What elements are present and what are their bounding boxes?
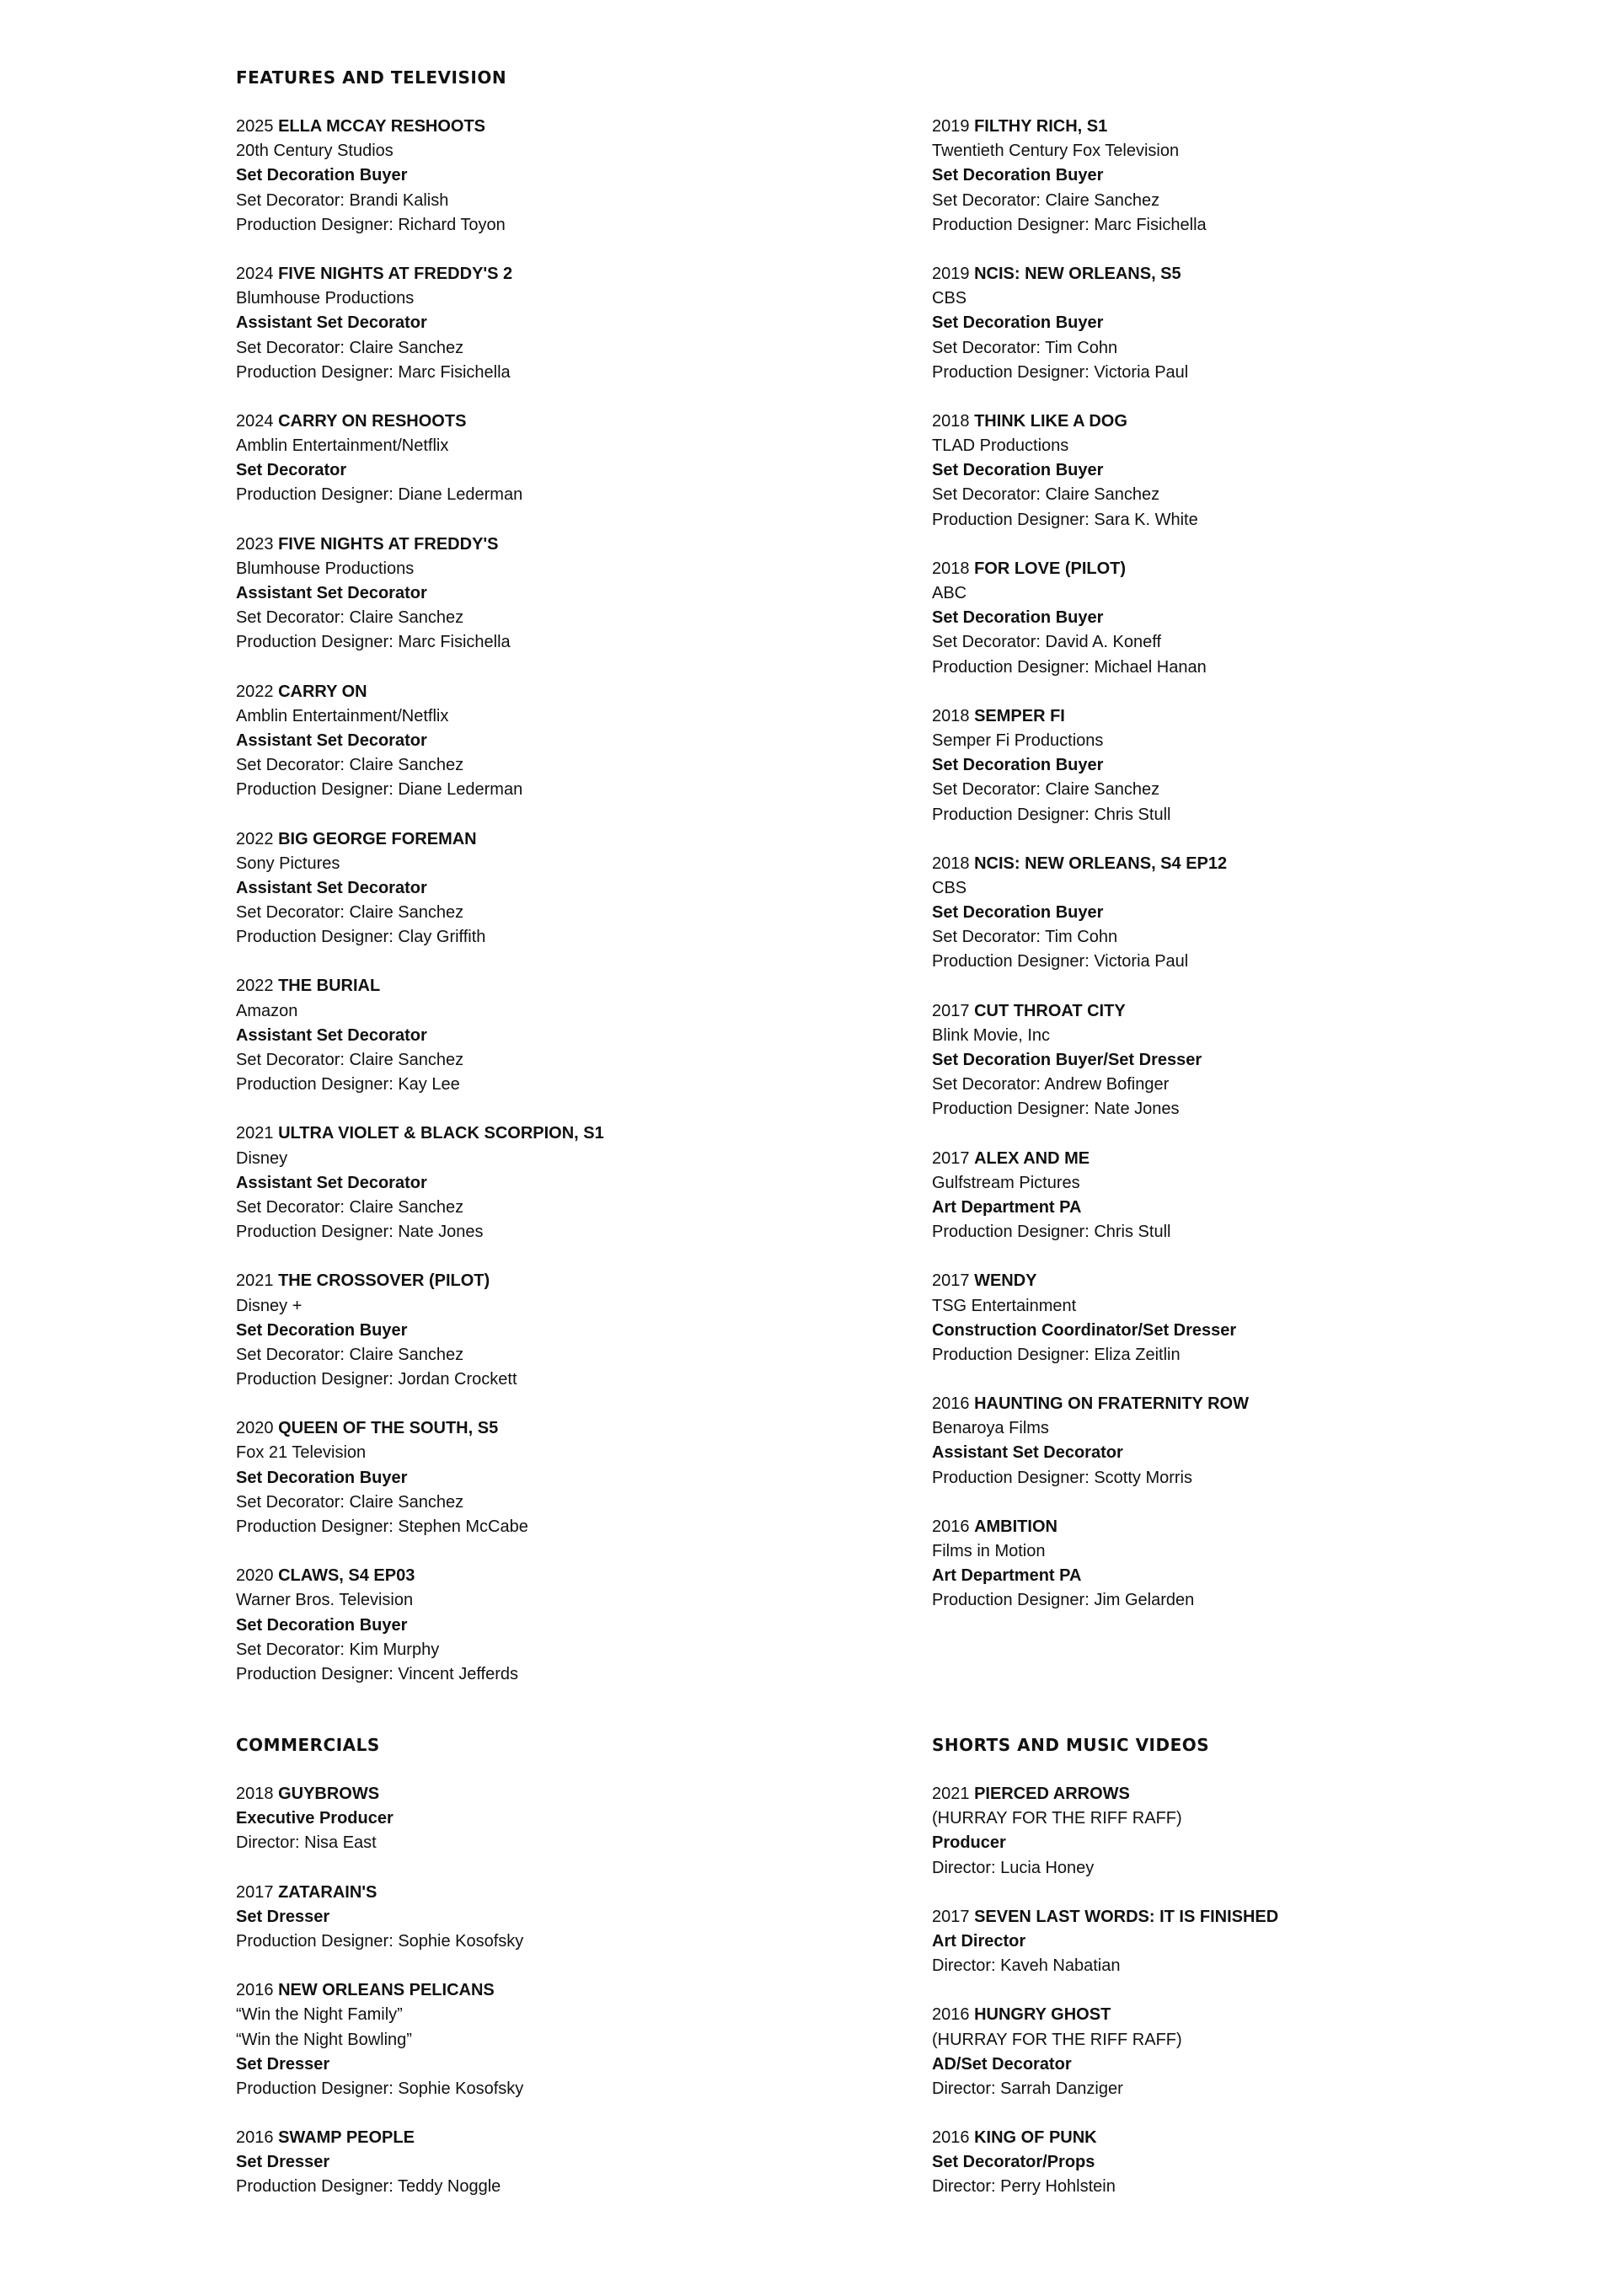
- credit-detail: Production Designer: Victoria Paul: [932, 362, 1189, 382]
- credit-entry: [236, 1121, 876, 1244]
- credit-detail: Production Designer: Vincent Jefferds: [236, 1664, 519, 1683]
- credit-detail: Films in Motion: [932, 1542, 1046, 1560]
- credit-heading: [932, 999, 1572, 1024]
- credit-detail: TLAD Productions: [932, 436, 1069, 456]
- credit-entry: [236, 1269, 876, 1392]
- credit-entry: [236, 1881, 876, 1955]
- section-heading-commercials: COMMERCIALS: [236, 1735, 380, 1755]
- credit-entry: [932, 262, 1572, 385]
- credit-year: 2021: [236, 1271, 274, 1291]
- credit-detail: Production Designer: Victoria Paul: [932, 952, 1189, 971]
- credit-title: FIVE NIGHTS AT FREDDY'S: [278, 534, 499, 554]
- credit-title: THE BURIAL: [278, 977, 381, 996]
- credit-year: 2018: [932, 559, 970, 578]
- credit-role: Set Decoration Buyer: [932, 756, 1104, 775]
- credit-heading: [932, 115, 1572, 139]
- credit-entry: [236, 1782, 876, 1856]
- credit-entry: [236, 409, 876, 508]
- credit-title: ALEX AND ME: [974, 1148, 1090, 1168]
- credit-entry: [932, 999, 1572, 1122]
- credit-heading: [932, 1905, 1572, 1929]
- credit-detail: Gulfstream Pictures: [932, 1173, 1080, 1192]
- credit-year: 2017: [236, 1882, 274, 1902]
- credit-heading: [932, 1392, 1572, 1416]
- credit-heading: [236, 409, 876, 434]
- credit-role: Set Dresser: [236, 2054, 330, 2074]
- credit-year: 2020: [236, 1419, 279, 1438]
- credit-role: Executive Producer: [236, 1809, 394, 1828]
- credit-title: WENDY: [974, 1271, 1037, 1291]
- credit-detail: Twentieth Century Fox Television: [932, 142, 1180, 161]
- credit-title: NCIS: NEW ORLEANS, S4 EP12: [974, 854, 1228, 873]
- credit-detail: Production Designer: Nate Jones: [932, 1100, 1180, 1119]
- credit-role: Assistant Set Decorator: [932, 1443, 1123, 1463]
- credit-title: THE CROSSOVER (PILOT): [278, 1271, 490, 1291]
- entry-list: [932, 1782, 1572, 2200]
- entry-list: [236, 1782, 876, 2200]
- credit-detail: Production Designer: Diane Lederman: [236, 485, 523, 505]
- credit-heading: [932, 1147, 1572, 1171]
- credit-title: GUYBROWS: [278, 1785, 380, 1803]
- credit-role: Set Decoration Buyer: [236, 1615, 408, 1635]
- credit-detail: Production Designer: Sara K. White: [932, 510, 1198, 529]
- credit-entry: [932, 1782, 1572, 1881]
- credit-role: Set Decoration Buyer: [932, 461, 1104, 480]
- credit-year: 2019: [932, 264, 970, 283]
- credit-detail: Production Designer: Sophie Kosofsky: [236, 1931, 524, 1951]
- credit-title: CARRY ON RESHOOTS: [278, 411, 467, 431]
- credit-detail: Set Decorator: Claire Sanchez: [236, 1051, 464, 1069]
- credit-year: 2017: [932, 1001, 970, 1020]
- credit-year: 2016: [932, 1517, 970, 1536]
- credit-heading: [932, 1269, 1572, 1293]
- credit-role: Set Dresser: [236, 2153, 330, 2172]
- credit-year: 2023: [236, 534, 274, 554]
- credit-year: 2018: [236, 1785, 274, 1803]
- credit-role: Set Decoration Buyer: [236, 1320, 408, 1340]
- credit-heading: [236, 1269, 876, 1293]
- credit-year: 2016: [932, 1394, 970, 1414]
- credit-heading: [932, 1782, 1572, 1806]
- credit-detail: Set Decorator: Kim Murphy: [236, 1640, 440, 1659]
- credit-heading: [932, 2003, 1572, 2027]
- section-heading-shorts: SHORTS AND MUSIC VIDEOS: [932, 1735, 1210, 1755]
- credit-entry: [932, 1269, 1572, 1367]
- credit-heading: [236, 680, 876, 704]
- credit-role: Assistant Set Decorator: [236, 731, 427, 750]
- credit-entry: [932, 2003, 1572, 2101]
- credit-title: BIG GEORGE FOREMAN: [278, 829, 477, 848]
- credit-entry: [932, 2126, 1572, 2200]
- credit-detail: Director: Lucia Honey: [932, 1858, 1095, 1877]
- credit-year: 2017: [932, 1907, 970, 1926]
- credit-detail: Fox 21 Television: [236, 1443, 367, 1463]
- credit-entry: [932, 557, 1572, 680]
- credit-detail: Set Decorator: Tim Cohn: [932, 338, 1118, 357]
- credit-entry: [932, 1392, 1572, 1491]
- credit-role: AD/Set Decorator: [932, 2054, 1072, 2074]
- credit-detail: Set Decorator: Claire Sanchez: [236, 1197, 464, 1217]
- credit-year: 2022: [236, 682, 274, 701]
- credit-detail: Set Decorator: Claire Sanchez: [932, 780, 1160, 800]
- credit-heading: [236, 974, 876, 998]
- credit-detail: Production Designer: Scotty Morris: [932, 1468, 1193, 1487]
- credit-heading: [932, 2126, 1572, 2150]
- credit-detail: Director: Kaveh Nabatian: [932, 1956, 1121, 1976]
- credit-detail: Production Designer: Sophie Kosofsky: [236, 2079, 524, 2098]
- credit-year: 2017: [932, 1148, 970, 1168]
- credit-entry: [932, 1147, 1572, 1245]
- credit-detail: Set Decorator: Brandi Kalish: [236, 190, 449, 210]
- credit-role: Assistant Set Decorator: [236, 1173, 427, 1192]
- credit-entry: [932, 704, 1572, 827]
- shorts-column: [932, 1733, 1572, 2224]
- credit-role: Set Decoration Buyer: [932, 166, 1104, 185]
- credit-detail: Set Decorator: Claire Sanchez: [236, 338, 464, 357]
- credit-detail: Blumhouse Productions: [236, 559, 415, 578]
- credit-role: Set Dresser: [236, 1907, 330, 1926]
- credit-detail: Set Decorator: Claire Sanchez: [236, 756, 464, 775]
- credit-detail: TSG Entertainment: [932, 1296, 1077, 1315]
- credit-detail: Set Decorator: Claire Sanchez: [932, 190, 1160, 210]
- credit-year: 2017: [932, 1271, 970, 1291]
- credit-role: Construction Coordinator/Set Dresser: [932, 1320, 1237, 1340]
- credit-detail: ABC: [932, 584, 967, 602]
- credit-heading: [236, 2126, 876, 2150]
- credit-role: Assistant Set Decorator: [236, 878, 427, 897]
- credit-detail: Production Designer: Clay Griffith: [236, 928, 486, 947]
- credit-role: Art Department PA: [932, 1197, 1082, 1217]
- credit-detail: Director: Nisa East: [236, 1833, 377, 1853]
- credit-detail: Sony Pictures: [236, 854, 340, 873]
- credit-heading: [932, 1515, 1572, 1539]
- credit-detail: Production Designer: Richard Toyon: [236, 215, 506, 234]
- credit-year: 2016: [932, 2005, 970, 2025]
- credit-heading: [932, 704, 1572, 729]
- credit-detail: Disney +: [236, 1296, 303, 1315]
- credit-heading: [932, 409, 1572, 434]
- credit-entry: [932, 852, 1572, 975]
- credit-year: 2018: [932, 706, 970, 725]
- features-right-column: [932, 115, 1572, 1638]
- credit-entry: [932, 1905, 1572, 1979]
- credit-heading: [236, 262, 876, 286]
- credit-title: QUEEN OF THE SOUTH, S5: [278, 1419, 499, 1438]
- credit-role: Assistant Set Decorator: [236, 584, 427, 602]
- credit-entry: [932, 409, 1572, 533]
- section-heading-features: FEATURES AND TELEVISION: [236, 67, 507, 88]
- credit-title: FILTHY RICH, S1: [974, 117, 1108, 136]
- credit-title: THINK LIKE A DOG: [974, 411, 1127, 431]
- credit-heading: [932, 557, 1572, 581]
- credit-entry: [932, 1515, 1572, 1614]
- credit-heading: [236, 1782, 876, 1806]
- credit-role: Producer: [932, 1833, 1006, 1853]
- credit-detail: Disney: [236, 1148, 288, 1168]
- credit-title: ZATARAIN'S: [278, 1882, 377, 1902]
- credit-role: Art Department PA: [932, 1566, 1082, 1586]
- credit-detail: Amblin Entertainment/Netflix: [236, 436, 449, 456]
- credit-year: 2024: [236, 411, 274, 431]
- credit-title: ELLA MCCAY RESHOOTS: [278, 117, 486, 136]
- credit-year: 2016: [236, 1981, 274, 2000]
- credit-title: NEW ORLEANS PELICANS: [278, 1981, 495, 2000]
- credit-title: NCIS: NEW ORLEANS, S5: [974, 264, 1181, 283]
- features-left-column: [236, 66, 876, 1711]
- credit-title: AMBITION: [974, 1517, 1057, 1536]
- credit-detail: Production Designer: Michael Hanan: [932, 657, 1207, 677]
- credit-detail: Amazon: [236, 1001, 298, 1020]
- credit-detail: Blink Movie, Inc: [932, 1025, 1051, 1045]
- credit-detail: Production Designer: Marc Fisichella: [932, 215, 1207, 234]
- credit-heading: [932, 852, 1572, 876]
- credit-year: 2022: [236, 977, 274, 996]
- credit-detail: Benaroya Films: [932, 1419, 1049, 1438]
- credit-detail: Warner Bros. Television: [236, 1591, 414, 1610]
- credit-entry: [236, 533, 876, 656]
- credit-role: Set Decorator: [236, 461, 347, 480]
- credit-year: 2020: [236, 1566, 274, 1586]
- credit-detail: Production Designer: Jim Gelarden: [932, 1591, 1195, 1610]
- credit-detail: 20th Century Studios: [236, 142, 394, 161]
- credit-detail: Production Designer: Kay Lee: [236, 1075, 460, 1094]
- credit-title: FIVE NIGHTS AT FREDDY'S 2: [278, 264, 513, 283]
- credit-detail: Production Designer: Stephen McCabe: [236, 1517, 528, 1536]
- credit-heading: [236, 827, 876, 852]
- credit-role: Set Decoration Buyer: [932, 313, 1104, 333]
- credit-detail: Set Decorator: Tim Cohn: [932, 928, 1118, 947]
- credit-heading: [236, 1564, 876, 1588]
- credit-detail: “Win the Night Family”: [236, 2005, 403, 2025]
- credit-entry: [236, 827, 876, 950]
- credit-detail: Amblin Entertainment/Netflix: [236, 706, 449, 725]
- credit-role: Set Decoration Buyer: [236, 1468, 408, 1487]
- credit-detail: Set Decorator: Claire Sanchez: [236, 903, 464, 923]
- credit-detail: Semper Fi Productions: [932, 731, 1104, 750]
- credit-detail: Production Designer: Jordan Crockett: [236, 1370, 517, 1389]
- credit-role: Set Decorator/Props: [932, 2153, 1095, 2172]
- credit-heading: [932, 262, 1572, 286]
- entry-list: [932, 115, 1572, 1614]
- credit-entry: [236, 262, 876, 385]
- credit-role: Set Decoration Buyer: [932, 903, 1104, 923]
- credit-detail: Production Designer: Marc Fisichella: [236, 633, 511, 652]
- credit-heading: [236, 1881, 876, 1905]
- credit-detail: (HURRAY FOR THE RIFF RAFF): [932, 2030, 1182, 2049]
- credit-detail: Director: Sarrah Danziger: [932, 2079, 1123, 2098]
- credit-detail: Set Decorator: Claire Sanchez: [236, 608, 464, 628]
- credit-detail: (HURRAY FOR THE RIFF RAFF): [932, 1809, 1182, 1828]
- credit-detail: Production Designer: Eliza Zeitlin: [932, 1345, 1181, 1364]
- credit-entry: [236, 2126, 876, 2200]
- credit-detail: Director: Perry Hohlstein: [932, 2177, 1116, 2197]
- credit-heading: [236, 1978, 876, 2003]
- credit-detail: Production Designer: Chris Stull: [932, 805, 1171, 824]
- credit-title: CARRY ON: [278, 682, 367, 701]
- credit-detail: Set Decorator: Claire Sanchez: [236, 1345, 464, 1364]
- credit-year: 2018: [932, 411, 970, 431]
- credit-role: Assistant Set Decorator: [236, 1025, 427, 1045]
- commercials-column: [236, 1733, 876, 2224]
- credit-year: 2016: [236, 2128, 274, 2148]
- credit-year: 2025: [236, 117, 274, 136]
- credit-entry: [236, 115, 876, 238]
- credit-role: Set Decoration Buyer: [236, 166, 408, 185]
- credit-detail: CBS: [932, 878, 967, 897]
- entry-list: [236, 115, 876, 1687]
- credit-entry: [236, 1416, 876, 1539]
- credit-heading: [236, 115, 876, 139]
- credit-entry: [236, 1564, 876, 1687]
- credit-detail: Production Designer: Diane Lederman: [236, 780, 523, 800]
- credit-detail: Production Designer: Chris Stull: [932, 1223, 1171, 1242]
- credit-heading: [236, 1121, 876, 1146]
- credit-detail: Blumhouse Productions: [236, 289, 415, 308]
- credit-title: SEMPER FI: [974, 706, 1065, 725]
- credit-year: 2019: [932, 117, 970, 136]
- credit-detail: Production Designer: Marc Fisichella: [236, 362, 511, 382]
- credit-detail: Set Decorator: Claire Sanchez: [236, 1492, 464, 1512]
- credit-role: Assistant Set Decorator: [236, 313, 427, 333]
- credit-title: ULTRA VIOLET & BLACK SCORPION, S1: [278, 1124, 604, 1143]
- credit-title: SEVEN LAST WORDS: IT IS FINISHED: [974, 1907, 1279, 1926]
- credit-year: 2021: [932, 1785, 970, 1803]
- credit-role: Set Decoration Buyer/Set Dresser: [932, 1051, 1202, 1069]
- credit-year: 2021: [236, 1124, 274, 1143]
- credit-detail: Set Decorator: Claire Sanchez: [932, 485, 1160, 505]
- credit-detail: CBS: [932, 289, 967, 308]
- credit-title: PIERCED ARROWS: [974, 1785, 1130, 1803]
- credit-detail: Production Designer: Nate Jones: [236, 1223, 484, 1242]
- credit-entry: [932, 115, 1572, 238]
- credit-title: CUT THROAT CITY: [974, 1001, 1126, 1020]
- credit-title: CLAWS, S4 EP03: [278, 1566, 415, 1586]
- credit-entry: [236, 1978, 876, 2101]
- credit-year: 2016: [932, 2128, 970, 2148]
- credit-detail: Set Decorator: David A. Koneff: [932, 633, 1162, 652]
- credit-heading: [236, 1416, 876, 1441]
- credit-heading: [236, 533, 876, 557]
- credit-title: FOR LOVE (PILOT): [974, 559, 1127, 578]
- credit-role: Art Director: [932, 1931, 1026, 1951]
- credit-year: 2018: [932, 854, 970, 873]
- credit-entry: [236, 680, 876, 803]
- credit-detail: “Win the Night Bowling”: [236, 2030, 412, 2049]
- credit-year: 2022: [236, 829, 274, 848]
- credit-entry: [236, 974, 876, 1097]
- credit-title: HAUNTING ON FRATERNITY ROW: [974, 1394, 1249, 1414]
- credit-title: KING OF PUNK: [974, 2128, 1097, 2148]
- credit-role: Set Decoration Buyer: [932, 608, 1104, 628]
- credit-detail: Set Decorator: Andrew Bofinger: [932, 1075, 1170, 1094]
- credit-title: SWAMP PEOPLE: [278, 2128, 415, 2148]
- credit-year: 2024: [236, 264, 274, 283]
- credit-title: HUNGRY GHOST: [974, 2005, 1111, 2025]
- credit-detail: Production Designer: Teddy Noggle: [236, 2177, 501, 2197]
